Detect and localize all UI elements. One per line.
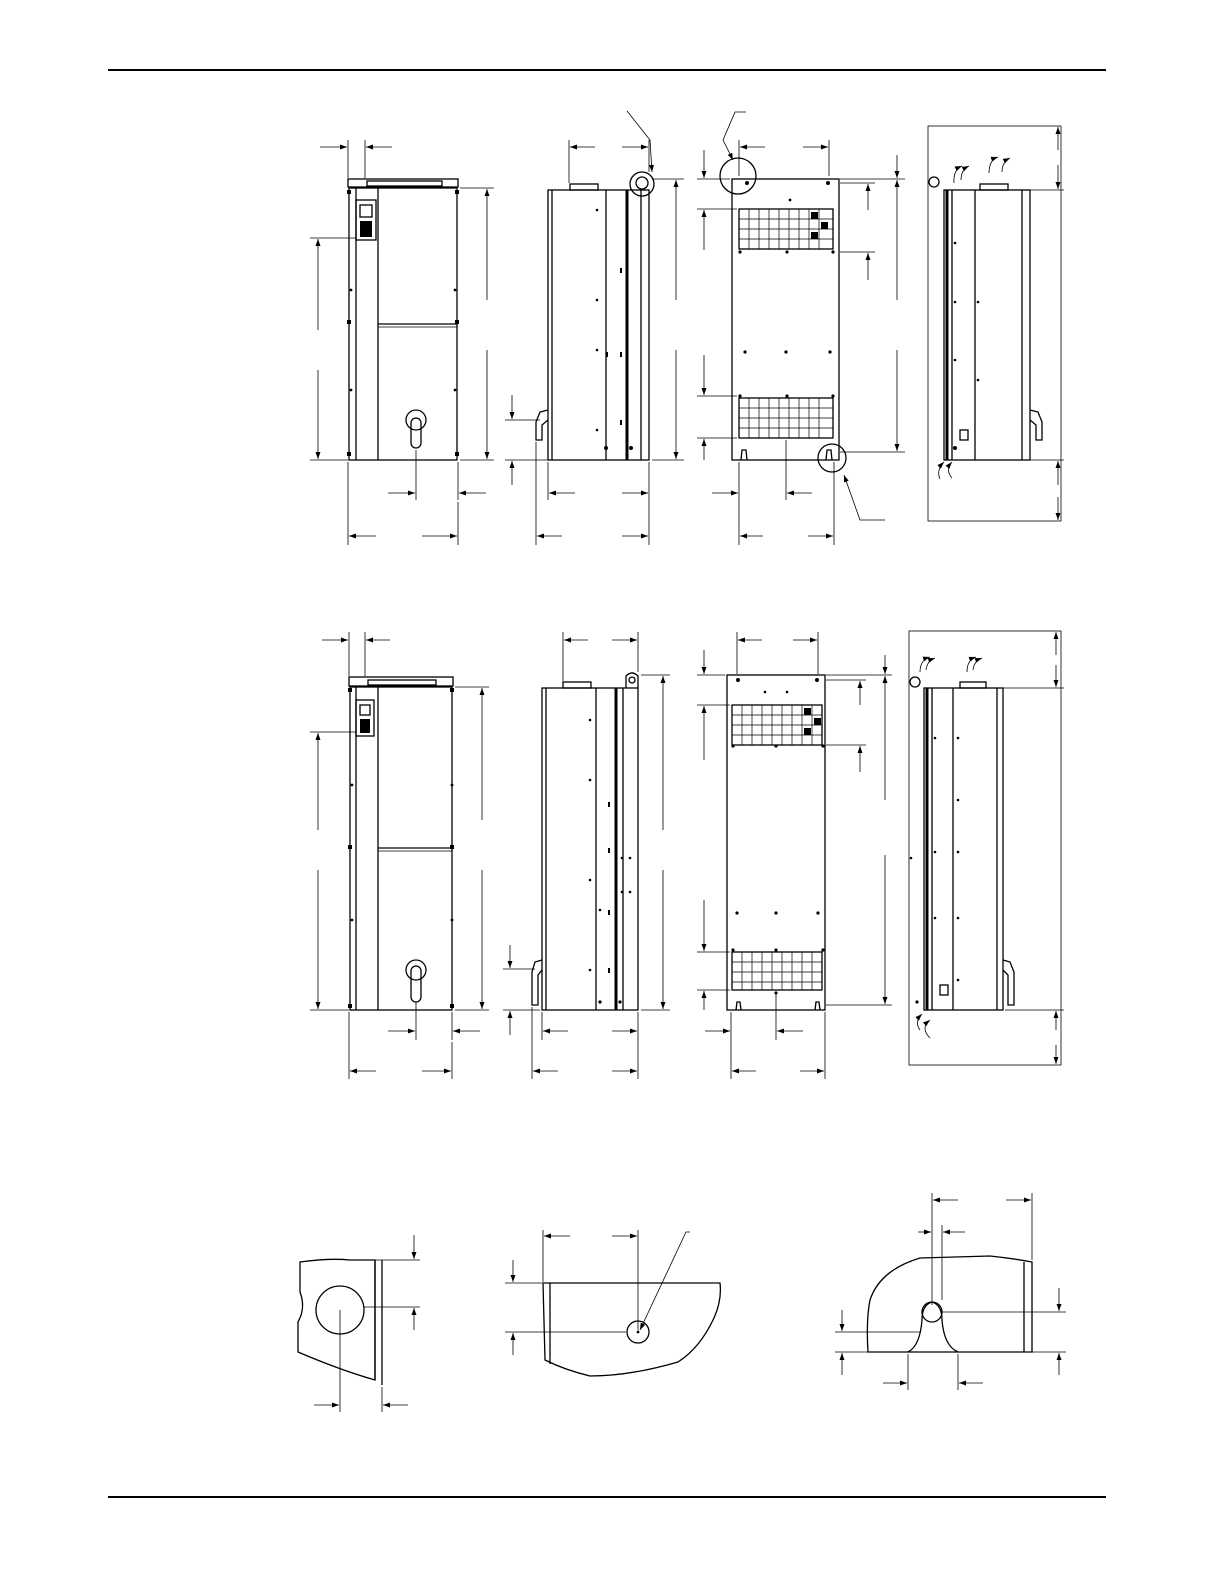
side-view-2 [503, 632, 670, 1079]
mounting-hole-detail [505, 1230, 720, 1376]
lifting-eye-detail [298, 1235, 420, 1412]
foot-slot-detail [835, 1193, 1066, 1390]
rear-view-1 [697, 112, 905, 545]
rear-view-2 [697, 632, 892, 1079]
side-view-1 [505, 111, 684, 545]
side-view-airflow-2 [909, 631, 1064, 1065]
front-view-2 [310, 632, 489, 1079]
front-view-1 [310, 140, 494, 545]
side-view-airflow-1 [928, 126, 1064, 521]
